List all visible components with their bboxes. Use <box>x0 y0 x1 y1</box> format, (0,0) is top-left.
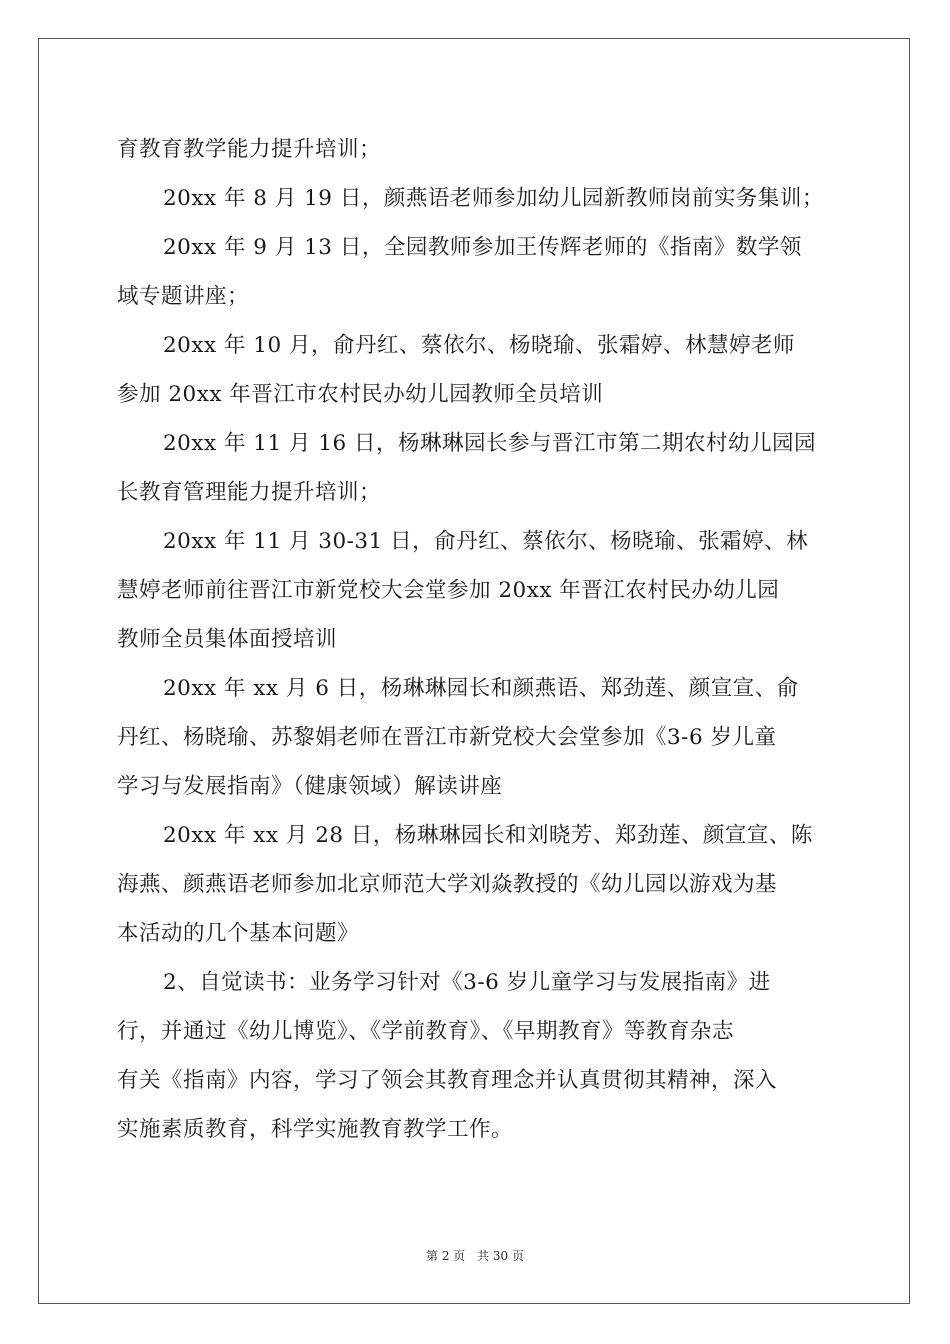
page-total: 共 30 页 <box>477 1249 524 1263</box>
text-line: 丹红、杨晓瑜、苏黎娟老师在晋江市新党校大会堂参加《3-6 岁儿童 <box>117 725 777 750</box>
page-footer <box>0 1247 950 1264</box>
text-line: 参加 20xx 年晋江市农村民办幼儿园教师全员培训 <box>117 382 604 407</box>
text-line: 2、自觉读书：业务学习针对《3-6 岁儿童学习与发展指南》进 <box>163 970 771 995</box>
document-body <box>117 125 835 1154</box>
text-line: 教师全员集体面授培训 <box>117 627 338 652</box>
text-line: 20xx 年 11 月 30-31 日，俞丹红、蔡依尔、杨晓瑜、张霜婷、林 <box>163 529 809 554</box>
text-line: 20xx 年 xx 月 28 日，杨琳琳园长和刘晓芳、郑劲莲、颜宣宣、陈 <box>163 823 813 848</box>
text-line: 本活动的几个基本问题》 <box>117 921 360 946</box>
text-line: 20xx 年 9 月 13 日，全园教师参加王传辉老师的《指南》数学领 <box>163 235 802 260</box>
text-line: 慧婷老师前往晋江市新党校大会堂参加 20xx 年晋江农村民办幼儿园 <box>117 578 780 603</box>
text-line: 实施素质教育，科学实施教育教学工作。 <box>117 1117 514 1142</box>
text-line: 20xx 年 8 月 19 日，颜燕语老师参加幼儿园新教师岗前实务集训； <box>163 186 824 211</box>
text-line: 域专题讲座； <box>117 284 250 309</box>
page-number: 第 2 页 <box>426 1249 466 1263</box>
text-line: 育教育教学能力提升培训； <box>117 137 382 162</box>
text-line: 行，并通过《幼儿博览》、《学前教育》、《早期教育》等教育杂志 <box>117 1019 735 1044</box>
text-line: 20xx 年 11 月 16 日，杨琳琳园长参与晋江市第二期农村幼儿园园 <box>163 431 816 456</box>
text-line: 20xx 年 xx 月 6 日，杨琳琳园长和颜燕语、郑劲莲、颜宣宣、俞 <box>163 676 799 701</box>
text-line: 学习与发展指南》（健康领域）解读讲座 <box>117 774 503 799</box>
text-line: 海燕、颜燕语老师参加北京师范大学刘焱教授的《幼儿园以游戏为基 <box>117 872 778 897</box>
text-line: 20xx 年 10 月，俞丹红、蔡依尔、杨晓瑜、张霜婷、林慧婷老师 <box>163 333 795 358</box>
text-line: 有关《指南》内容，学习了领会其教育理念并认真贯彻其精神，深入 <box>117 1068 778 1093</box>
text-line: 长教育管理能力提升培训； <box>117 480 382 505</box>
